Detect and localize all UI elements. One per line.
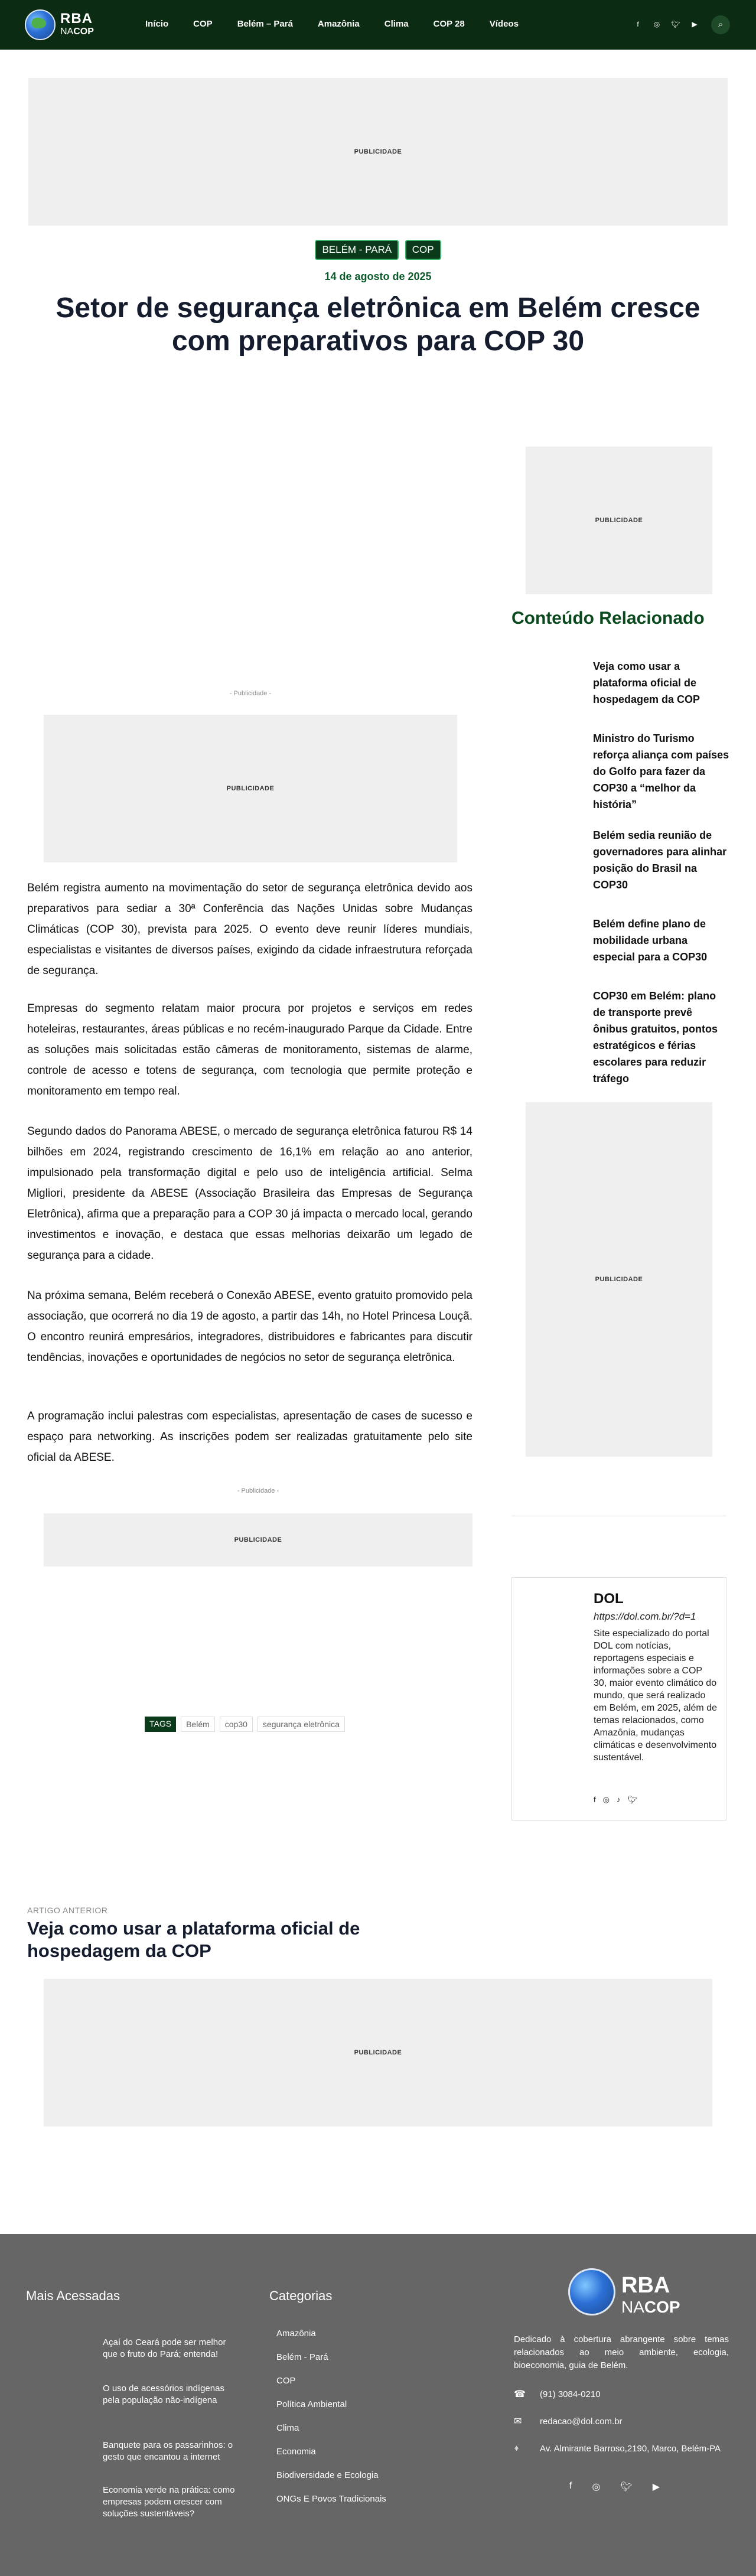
twitter-icon[interactable]: 🐦︎ bbox=[627, 1795, 637, 1804]
ad-banner-top[interactable]: PUBLICIDADE bbox=[28, 78, 728, 226]
phone-text[interactable]: (91) 3084-0210 bbox=[540, 2389, 601, 2399]
address-text: Av. Almirante Barroso,2190, Marco, Belém-PA bbox=[540, 2444, 721, 2454]
article-paragraph: Empresas do segmento relatam maior procura por projetos e serviços em redes hoteleiras, restaurantes, áreas públicas e no recém-inaugurado Parque da Cidade. Entre as soluções mais solicitadas estão câmeras de monitoramento, sistemas de alarme, controle de acesso e totens de segurança, com tecnologia que permite proteção e monitoramento em tempo real. bbox=[27, 1002, 472, 1098]
site-header bbox=[0, 0, 756, 50]
globe-logo-icon bbox=[568, 2268, 615, 2316]
related-item[interactable]: Veja como usar a plataforma oficial de hospedagem da COP bbox=[593, 660, 700, 705]
footer-address bbox=[514, 2443, 729, 2455]
author-social bbox=[594, 1795, 637, 1805]
tags-label: TAGS bbox=[145, 1717, 176, 1732]
author-box bbox=[511, 1577, 726, 1821]
article-date: 14 de agosto de 2025 bbox=[324, 271, 432, 282]
ad-bottom[interactable]: PUBLICIDADE bbox=[44, 1979, 712, 2126]
article-tags bbox=[145, 1717, 345, 1732]
logo-cop: COP bbox=[73, 27, 94, 37]
author-name[interactable]: DOL bbox=[594, 1591, 624, 1607]
footer-logo-text[interactable]: RBA bbox=[621, 2273, 670, 2298]
category-badge[interactable]: COP bbox=[405, 240, 441, 260]
logo-text: RBA bbox=[60, 11, 93, 27]
footer-category-link[interactable]: Política Ambiental bbox=[276, 2399, 347, 2409]
search-icon[interactable]: ⌕ bbox=[711, 15, 730, 34]
facebook-icon[interactable]: f bbox=[637, 20, 639, 28]
nav-item-amazonia[interactable]: Amazônia bbox=[317, 19, 360, 29]
most-read-heading: Mais Acessadas bbox=[26, 2288, 120, 2303]
nav-item-belem-para[interactable]: Belém – Pará bbox=[237, 19, 293, 29]
twitter-icon[interactable]: 🐦︎ bbox=[620, 2482, 633, 2492]
previous-article-title[interactable]: Veja como usar a plataforma oficial de hospedagem da COP bbox=[27, 1918, 360, 1961]
globe-logo-icon bbox=[25, 9, 56, 40]
most-read-item[interactable]: Economia verde na prática: como empresas podem crescer com soluções sustentáveis? bbox=[103, 2485, 235, 2519]
youtube-icon[interactable]: ▶ bbox=[692, 20, 698, 28]
footer-logo-subtext bbox=[621, 2298, 680, 2317]
related-item[interactable]: Belém define plano de mobilidade urbana especial para a COP30 bbox=[593, 918, 708, 963]
instagram-icon[interactable]: ◎ bbox=[592, 2482, 601, 2492]
twitter-icon[interactable]: 🐦︎ bbox=[671, 20, 680, 28]
most-read-item[interactable]: Açaí do Ceará pode ser melhor que o fruto do Pará; entenda! bbox=[103, 2337, 226, 2359]
logo-na: NA bbox=[60, 27, 74, 37]
email-text[interactable]: redacao@dol.com.br bbox=[540, 2417, 623, 2427]
previous-article-label: ARTIGO ANTERIOR bbox=[27, 1906, 108, 1915]
article-title: Setor de segurança eletrônica em Belém cresce com preparativos para COP 30 bbox=[56, 292, 700, 357]
tag-link[interactable]: Belém bbox=[181, 1717, 215, 1732]
mail-icon: ✉ bbox=[514, 2417, 522, 2427]
nav-item-cop28[interactable]: COP 28 bbox=[433, 19, 465, 29]
footer-category-link[interactable]: COP bbox=[276, 2376, 296, 2386]
tiktok-icon[interactable]: ♪ bbox=[616, 1795, 621, 1804]
footer-category-link[interactable]: Clima bbox=[276, 2423, 299, 2433]
article-paragraph: A programação inclui palestras com especialistas, apresentação de cases de sucesso e espaço para networking. As inscrições podem ser realizadas gratuitamente pelo site oficial da ABESE. bbox=[27, 1410, 472, 1464]
footer-social bbox=[569, 2481, 660, 2493]
location-pin-icon: ⌖ bbox=[514, 2444, 520, 2454]
phone-icon: ☎ bbox=[514, 2389, 526, 2399]
most-read-item[interactable]: O uso de acessórios indígenas pela população não-indígena bbox=[103, 2383, 224, 2405]
related-heading: Conteúdo Relacionado bbox=[511, 608, 705, 628]
ad-sidebar-top[interactable]: PUBLICIDADE bbox=[526, 447, 712, 594]
related-item[interactable]: Ministro do Turismo reforça aliança com países do Golfo para fazer da COP30 a “melhor da história” bbox=[593, 732, 729, 810]
author-description: Site especializado do portal DOL com notícias, reportagens especiais e informações sobre a COP 30, maior evento climático do mundo, que será realizado em Belém, em 2025, além de temas relacionados, como Amazônia, mudanças climáticas e desenvolvimento sustentável. bbox=[594, 1629, 717, 1763]
related-item[interactable]: Belém sedia reunião de governadores para alinhar posição do Brasil na COP30 bbox=[593, 829, 727, 891]
footer-category-link[interactable]: ONGs E Povos Tradicionais bbox=[276, 2494, 386, 2504]
footer-email bbox=[514, 2416, 622, 2428]
categories-heading: Categorias bbox=[269, 2288, 333, 2303]
footer-description: Dedicado à cobertura abrangente sobre temas relacionados ao meio ambiente, ecologia, bioeconomia, guia de Belém. bbox=[514, 2334, 729, 2370]
category-badge[interactable]: BELÉM - PARÁ bbox=[315, 240, 399, 260]
ad-label: - Publicidade - bbox=[237, 1487, 279, 1494]
ad-inline-1[interactable]: PUBLICIDADE bbox=[44, 715, 457, 862]
instagram-icon[interactable]: ◎ bbox=[602, 1795, 610, 1804]
facebook-icon[interactable]: f bbox=[594, 1795, 596, 1804]
tag-link[interactable]: cop30 bbox=[220, 1717, 253, 1732]
tag-link[interactable]: segurança eletrônica bbox=[258, 1717, 345, 1732]
related-item[interactable]: COP30 em Belém: plano de transporte prevê ônibus gratuitos, pontos estratégicos e férias escolares para reduzir tráfego bbox=[593, 990, 718, 1085]
footer-phone bbox=[514, 2389, 601, 2401]
site-footer bbox=[0, 2234, 756, 2576]
header-social bbox=[628, 19, 704, 30]
instagram-icon[interactable]: ◎ bbox=[653, 20, 660, 28]
facebook-icon[interactable]: f bbox=[569, 2481, 572, 2491]
logo-subtext bbox=[60, 27, 94, 37]
main-nav bbox=[145, 18, 543, 31]
footer-category-link[interactable]: Belém - Pará bbox=[276, 2352, 328, 2362]
article-categories bbox=[0, 240, 756, 260]
ad-inline-2[interactable]: PUBLICIDADE bbox=[44, 1513, 472, 1567]
nav-item-inicio[interactable]: Início bbox=[145, 19, 169, 29]
nav-item-videos[interactable]: Vídeos bbox=[489, 19, 519, 29]
article-paragraph: Segundo dados do Panorama ABESE, o mercado de segurança eletrônica faturou R$ 14 bilhões em 2024, registrando crescimento de 16,1% em relação ao ano anterior, impulsionado pela transformação digital e pelo uso de inteligência artificial. Selma Migliori, presidente da ABESE (Associação Brasileira das Empresas de Segurança Eletrônica), afirma que a preparação para a COP 30 já impacta o mercado local, gerando investimentos e inovação, e destaca que essas melhorias deixarão um legado de segurança para a cidade. bbox=[27, 1125, 472, 1262]
article-paragraph: Belém registra aumento na movimentação do setor de segurança eletrônica devido aos preparativos para sediar a 30ª Conferência das Nações Unidas sobre Mudanças Climáticas (COP 30), prevista para 2025. O evento deve reunir líderes mundiais, especialistas e visitantes de diversos países, exigindo da cidade infraestrutura reforçada de segurança. bbox=[27, 882, 472, 977]
article-paragraph: Na próxima semana, Belém receberá o Conexão ABESE, evento gratuito promovido pela associação, que ocorrerá no dia 19 de agosto, a partir das 14h, no Hotel Princesa Louçã. O encontro reunirá empresários, integradores, distribuidores e fabricantes para discutir tendências, inovações e oportunidades de negócios no setor de segurança eletrônica. bbox=[27, 1289, 472, 1364]
most-read-item[interactable]: Banquete para os passarinhos: o gesto que encantou a internet bbox=[103, 2440, 233, 2462]
ad-sidebar-tall[interactable]: PUBLICIDADE bbox=[526, 1102, 712, 1457]
logo-cop: COP bbox=[644, 2298, 680, 2316]
footer-category-link[interactable]: Biodiversidade e Ecologia bbox=[276, 2470, 379, 2480]
nav-item-cop[interactable]: COP bbox=[193, 19, 213, 29]
site-logo[interactable] bbox=[25, 8, 102, 41]
youtube-icon[interactable]: ▶ bbox=[652, 2482, 660, 2492]
footer-category-link[interactable]: Amazônia bbox=[276, 2329, 316, 2339]
nav-item-clima[interactable]: Clima bbox=[384, 19, 409, 29]
ad-label: - Publicidade - bbox=[229, 690, 272, 697]
author-url[interactable]: https://dol.com.br/?d=1 bbox=[594, 1611, 696, 1622]
logo-na: NA bbox=[621, 2298, 644, 2316]
footer-category-link[interactable]: Economia bbox=[276, 2447, 316, 2457]
